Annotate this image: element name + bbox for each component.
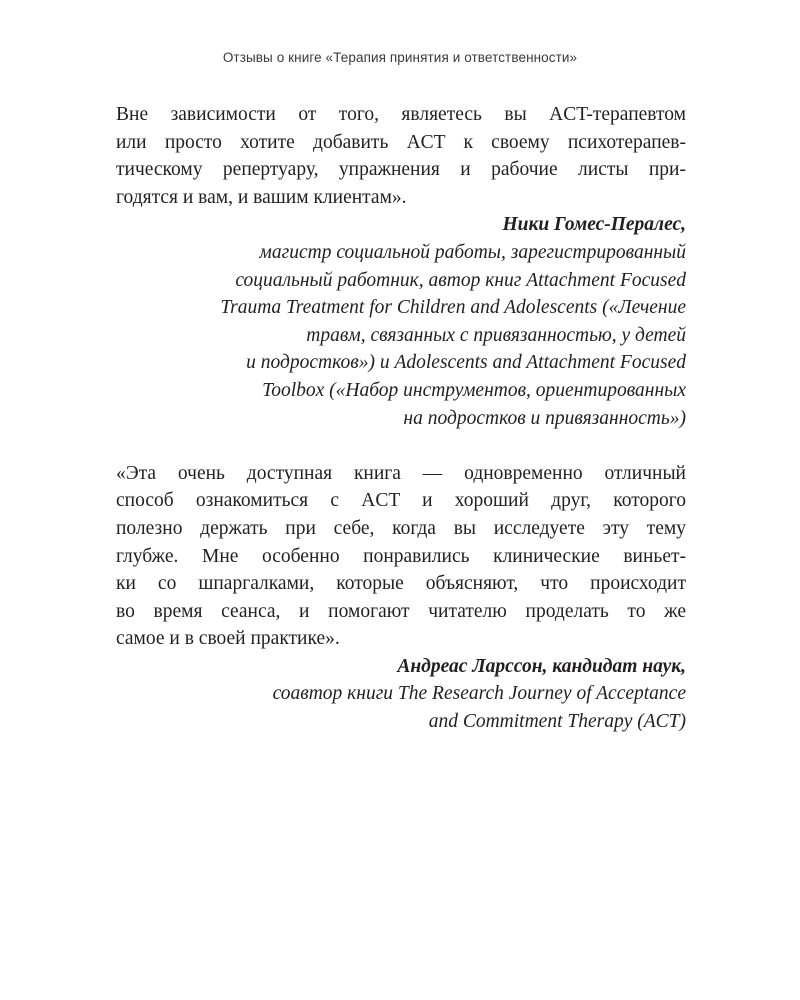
review-1-line: Вне зависимости от того, являетесь вы ACT-терапевтом [116,104,686,125]
review-2-line: «Эта очень доступная книга — одновременно отличный [116,462,686,484]
review-2-text [116,460,686,653]
review-2-line: способ ознакомиться с ACT и хороший друг, которого [116,490,686,512]
running-head: Отзывы о книге «Терапия принятия и ответственности» [222,50,578,65]
review-1-credential-line: Toolbox («Набор инструментов, ориентированных [262,379,686,401]
review-1-credential-line: магистр социальной работы, зарегистрированный [259,241,686,263]
review-1-credential-line: Trauma Treatment for Children and Adolescents («Лечение [220,297,686,319]
review-2-attribution [116,653,686,736]
review-2-credential-line: соавтор книги The Research Journey of Acceptance [272,683,686,705]
review-1-credential-line: на подростков и привязанность») [403,407,686,429]
review-1-attribution [116,211,686,432]
review-2-line: глубже. Мне особенно понравились клинические виньет- [116,545,686,567]
review-2-line: полезно держать при себе, когда вы исследуете эту тему [116,517,686,539]
review-2-line: самое и в своей практике». [116,628,340,650]
review-1-credential-line: травм, связанных с привязанностью, у детей [306,324,686,346]
review-2-author: Андреас Ларссон, кандидат наук, [397,655,686,677]
review-1-credential-line: и подростков») и Adolescents and Attachment Focused [246,352,686,374]
review-1-line: годятся и вам, и вашим клиентам». [116,186,407,208]
review-1-author: Ники Гомес-Пералес, [502,214,686,236]
page-content [116,101,686,736]
review-1-line: или просто хотите добавить ACT к своему психотерапев- [116,131,686,153]
review-2-line: ки со шпаргалками, которые объясняют, что происходит [116,573,686,595]
review-2-line: во время сеанса, и помогают читателю проделать то же [116,600,686,622]
review-1-credential-line: социальный работник, автор книг Attachment Focused [235,269,686,291]
review-1-line: тическому репертуару, упражнения и рабочие листы при- [116,159,686,181]
review-1-text [116,101,686,211]
review-2-credential-line: and Commitment Therapy (ACT) [428,711,686,733]
paragraph-gap [116,432,686,460]
